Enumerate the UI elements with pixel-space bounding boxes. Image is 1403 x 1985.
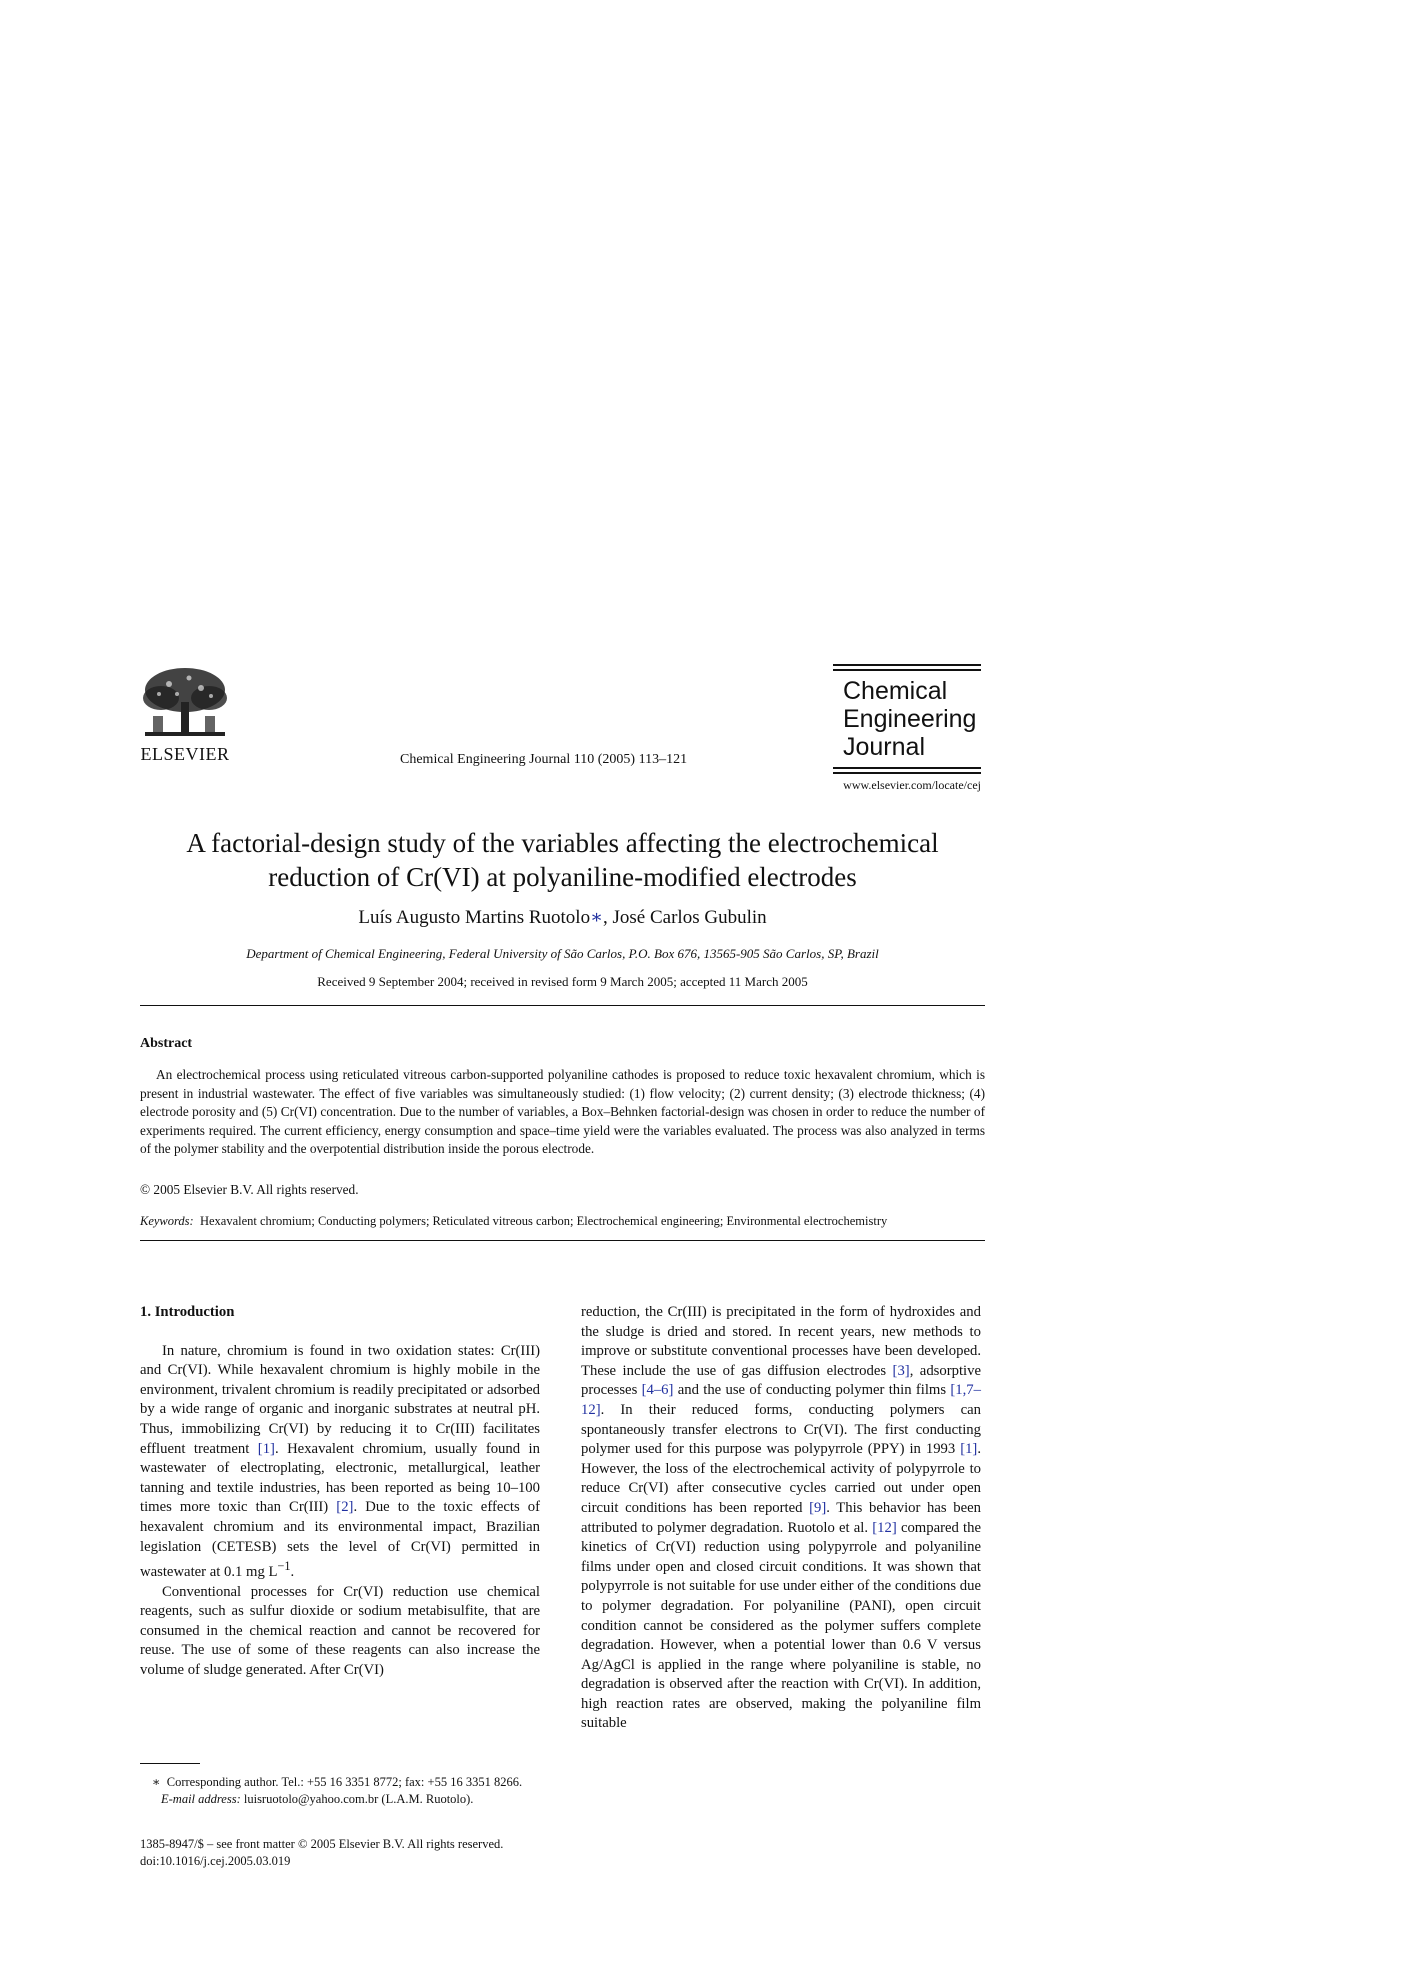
text: .: [290, 1564, 295, 1581]
article-title: [140, 826, 985, 894]
journal-title-line: Journal: [843, 733, 925, 761]
reference-link[interactable]: [12]: [872, 1519, 897, 1536]
received-dates: Received 9 September 2004; received in revised form 9 March 2005; accepted 11 March 2005: [317, 974, 808, 989]
author-name: , José Carlos Gubulin: [603, 907, 767, 928]
reference-link[interactable]: [1]: [257, 1440, 275, 1457]
reference-link[interactable]: [2]: [336, 1499, 354, 1516]
text: . In their reduced forms, conducting polymers can spontaneously transfer electrons to Cr(VI). The first conducting polymer used for this purpose was polypyrrole (PPY) in 1993: [581, 1401, 981, 1458]
text: . Hexavalent chromium, usually found in wastewater of electroplating, electronic, metallurgical, leather tanning and textile industries, has been reported as being 10–100 times more toxic than Cr(III): [140, 1440, 540, 1516]
tree-icon: [139, 664, 231, 744]
superscript: −1: [277, 1559, 291, 1574]
email-address[interactable]: luisruotolo@yahoo.com.br (L.A.M. Ruotolo).: [240, 1792, 474, 1806]
paragraph: Conventional processes for Cr(VI) reduction use chemical reagents, such as sulfur dioxide or sodium metabisulfite, that are consumed in the chemical reaction and cannot be recovered for reuse. The use of some of these reagents can also increase the volume of sludge generated. After Cr(VI): [140, 1583, 540, 1678]
email-label: E-mail address:: [161, 1792, 241, 1806]
journal-title: [833, 677, 981, 761]
masthead-rule: [833, 767, 981, 769]
paragraph: [581, 1303, 981, 1734]
footnote-text: Corresponding author. Tel.: +55 16 3351 8772; fax: +55 16 3351 8266.: [166, 1775, 523, 1789]
reference-link[interactable]: [4–6]: [641, 1382, 674, 1399]
author-name: Luís Augusto Martins Ruotolo: [358, 907, 591, 928]
reference-link[interactable]: [1,7–12]: [581, 1382, 981, 1418]
text: compared the kinetics of Cr(VI) reduction using polypyrrole and polyaniline films under open and closed circuit conditions. It was shown that polypyrrole is not suitable for use under either of the conditions due to polymer degradation. For polyaniline (PANI), open circuit condition cannot be considered as the polymer suffers complete degradation. However, when a potential lower than 0.6 V versus Ag/AgCl is applied in the range where polyaniline is stable, no degradation is observed after the reaction with Cr(VI). In addition, high reaction rates are observed, making the polyaniline film suitable: [581, 1519, 981, 1732]
reference-link[interactable]: [1]: [960, 1441, 978, 1458]
journal-title-line: Chemical: [843, 677, 948, 705]
masthead-rule: [833, 664, 981, 666]
abstract-copyright: © 2005 Elsevier B.V. All rights reserved.: [140, 1182, 359, 1197]
keywords-list: Hexavalent chromium; Conducting polymers; Reticulated vitreous carbon; Electrochemical engineering; Environmental electrochemistry: [199, 1214, 888, 1228]
journal-title-line: Engineering: [843, 705, 977, 733]
keywords-label: Keywords:: [140, 1214, 194, 1228]
author-list: [140, 906, 985, 929]
abstract-heading: Abstract: [140, 1036, 193, 1051]
corresponding-author-note: [140, 1774, 540, 1791]
journal-citation: Chemical Engineering Journal 110 (2005) 113–121: [400, 752, 688, 767]
reference-link[interactable]: [3]: [892, 1362, 910, 1379]
keywords: [140, 1214, 887, 1229]
journal-url[interactable]: www.elsevier.com/locate/cej: [843, 778, 981, 792]
abstract-text: An electrochemical process using reticulated vitreous carbon-supported polyaniline cathodes is proposed to reduce toxic hexavalent chromium, which is present in industrial wastewater. The effect of five variables was simultaneously studied: (1) flow velocity; (2) current density; (3) electrode thickness; (4) electrode porosity and (5) Cr(VI) concentration. Due to the number of variables, a Box–Behnken factorial-design was chosen in order to reduce the number of experiments required. The current efficiency, energy consumption and space–time yield were the variables evaluated. The process was also analyzed in terms of the polymer stability and the overpotential distribution inside the porous electrode.: [140, 1067, 985, 1156]
text: In nature, chromium is found in two oxidation states: Cr(III) and Cr(VI). While hexavalent chromium is highly mobile in the environment, trivalent chromium is readily precipitated or adsorbed by a wide range of organic and inorganic substrates at neutral pH. Thus, immobilizing Cr(VI) by reducing it to Cr(III) facilitates effluent treatment: [140, 1342, 540, 1457]
issn-line: 1385-8947/$ – see front matter © 2005 Elsevier B.V. All rights reserved.: [140, 1837, 504, 1851]
masthead-rule: [833, 772, 981, 774]
left-column: [140, 1303, 540, 1681]
footnote-rule: [140, 1763, 200, 1764]
reference-link[interactable]: [9]: [809, 1499, 827, 1516]
divider: [140, 1240, 985, 1241]
affiliation: Department of Chemical Engineering, Federal University of São Carlos, P.O. Box 676, 13565-905 São Carlos, SP, Brazil: [246, 946, 879, 961]
footnote: [140, 1774, 540, 1808]
title-line: reduction of Cr(VI) at polyaniline-modified electrodes: [268, 862, 857, 892]
corresponding-author-mark[interactable]: ∗: [590, 907, 604, 928]
right-column: [581, 1303, 981, 1734]
front-matter: [140, 1836, 503, 1870]
text: . However, the loss of the electrochemical activity of polypyrrole to reduce Cr(VI) after consecutive cycles carried out under open circuit conditions has been reported: [581, 1441, 981, 1516]
publisher-name: ELSEVIER: [140, 744, 230, 764]
text: reduction, the Cr(III) is precipitated in the form of hydroxides and the sludge is dried and stored. In recent years, new methods to improve or substitute conventional processes have been developed. These include the use of gas diffusion electrodes: [581, 1304, 981, 1379]
doi-line[interactable]: doi:10.1016/j.cej.2005.03.019: [140, 1854, 291, 1868]
footnote-mark: ∗: [152, 1775, 161, 1789]
text: and the use of conducting polymer thin films: [673, 1382, 951, 1399]
journal-masthead: [833, 664, 981, 793]
divider: [140, 1005, 985, 1006]
masthead-rule: [833, 669, 981, 671]
email-note: [140, 1791, 540, 1808]
text: . This behavior has been attributed to polymer degradation. Ruotolo et al.: [581, 1499, 981, 1536]
paragraph: [140, 1342, 540, 1583]
text: , adsorptive processes: [581, 1362, 981, 1399]
title-line: A factorial-design study of the variables affecting the electrochemical: [186, 828, 939, 858]
text: . Due to the toxic effects of hexavalent chromium and its environmental impact, Brazilian legislation (CETESB) sets the level of Cr(VI) permitted in wastewater at 0.1 mg L: [140, 1499, 541, 1581]
section-heading: 1. Introduction: [140, 1304, 235, 1320]
